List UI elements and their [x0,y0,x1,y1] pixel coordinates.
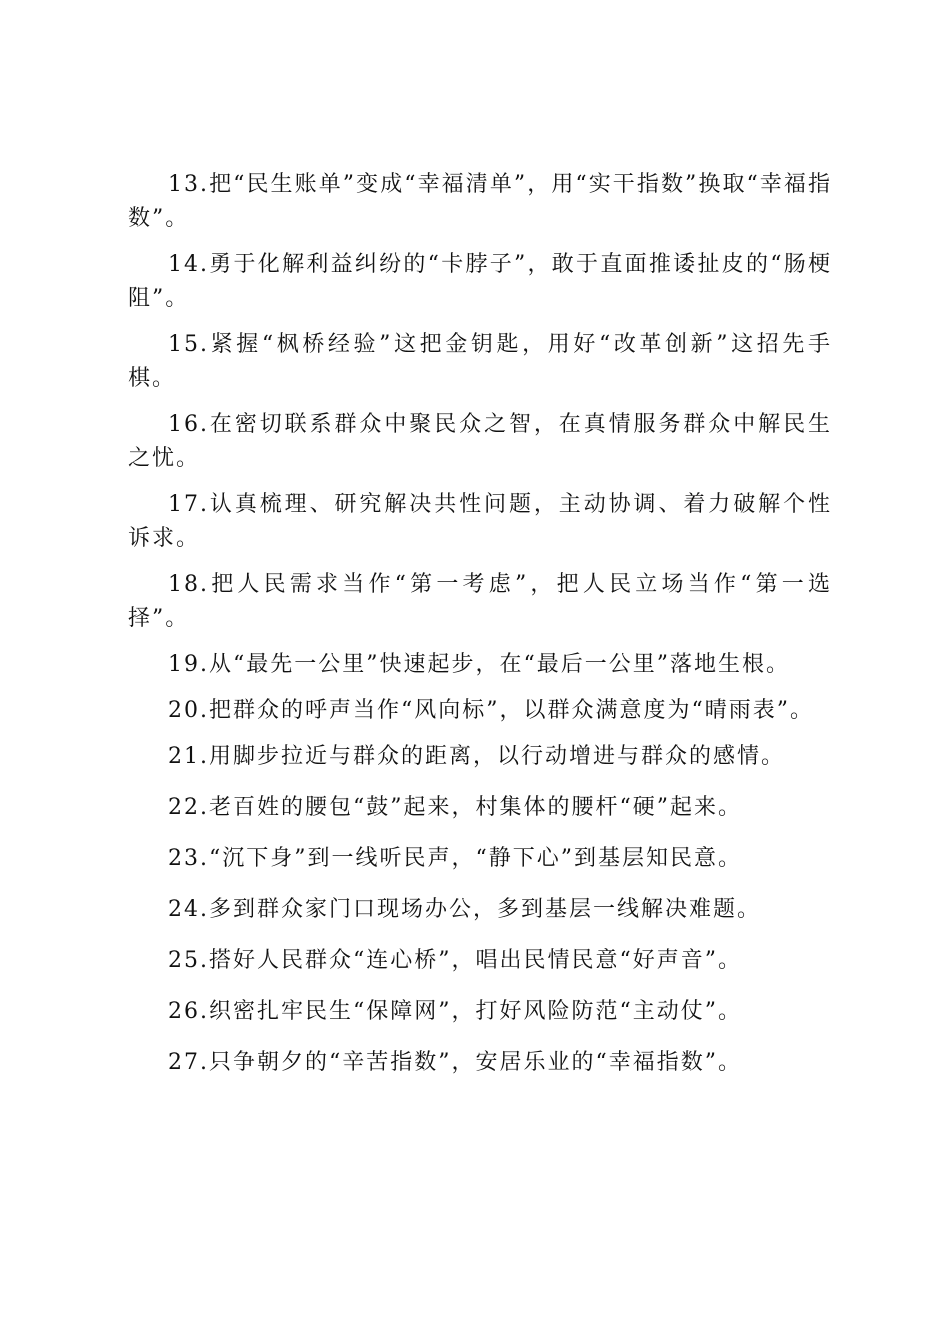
paragraph-22: 22.老百姓的腰包“鼓”起来，村集体的腰杆“硬”起来。 [168,795,742,820]
paragraph-25: 25.搭好人民群众“连心桥”，唱出民情民意“好声音”。 [168,948,742,973]
paragraph-16: 16.在密切联系群众中聚民众之智，在真情服务群众中解民生之忧。 [128,412,832,471]
paragraph-26: 26.织密扎牢民生“保障网”，打好风险防范“主动仗”。 [168,999,742,1024]
paragraph-13: 13.把“民生账单”变成“幸福清单”，用“实干指数”换取“幸福指数”。 [128,172,832,231]
paragraph-18: 18.把人民需求当作“第一考虑”，把人民立场当作“第一选择”。 [128,572,832,631]
paragraph-14: 14.勇于化解利益纠纷的“卡脖子”，敢于直面推诿扯皮的“肠梗阻”。 [128,252,832,311]
paragraph-17: 17.认真梳理、研究解决共性问题，主动协调、着力破解个性诉求。 [128,492,832,551]
paragraph-24: 24.多到群众家门口现场办公，多到基层一线解决难题。 [168,897,761,922]
paragraph-15: 15.紧握“枫桥经验”这把金钥匙，用好“改革创新”这招先手棋。 [128,332,832,391]
paragraph-27: 27.只争朝夕的“辛苦指数”，安居乐业的“幸福指数”。 [168,1050,742,1075]
paragraph-20: 20.把群众的呼声当作“风向标”，以群众满意度为“晴雨表”。 [168,698,814,723]
paragraph-21: 21.用脚步拉近与群众的距离，以行动增进与群众的感情。 [168,744,785,769]
paragraph-23: 23.“沉下身”到一线听民声，“静下心”到基层知民意。 [168,846,742,871]
document-body [128,168,832,1097]
paragraph-19: 19.从“最先一公里”快速起步，在“最后一公里”落地生根。 [168,652,790,677]
